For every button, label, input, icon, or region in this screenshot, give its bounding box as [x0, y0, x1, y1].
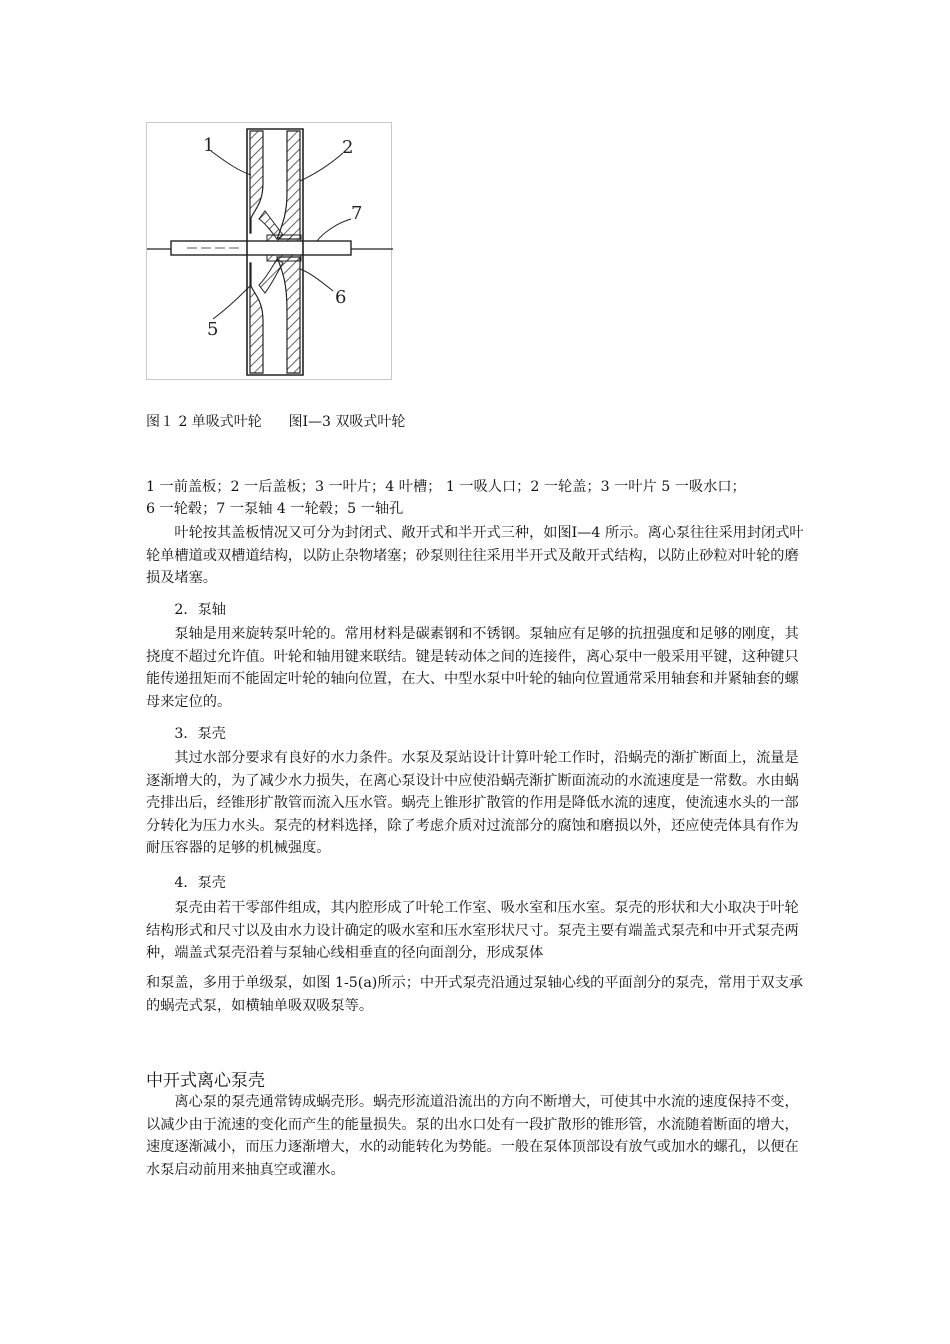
shaft-rod: [171, 241, 351, 255]
label-5: 5: [207, 319, 219, 340]
hub-lower: [267, 255, 301, 261]
label-2: 2: [342, 137, 354, 158]
paragraph-casing-structure-cont: 和泵盖，多用于单级泵，如图 1-5(a)所示；中开式泵壳沿通过泵轴心线的平面剖分的泵壳，常用于双支承的蜗壳式泵，如横轴单吸双吸泵等。: [146, 975, 803, 1014]
legend-line-1: 1 一前盖板；2 一后盖板；3 一叶片；4 叶槽； 1 一吸人口；2 一轮盖；3 一叶片 5 一吸水口；: [146, 479, 746, 495]
hub-upper: [267, 235, 301, 241]
section-heading-shaft: 2．泵轴: [174, 602, 226, 618]
back-shroud-lower: [277, 257, 300, 373]
impeller-cross-section-drawing: [147, 123, 393, 381]
paragraph-casing-structure: 泵壳由若干零部件组成，其内腔形成了叶轮工作室、吸水室和压水室。泵壳的形状和大小取决于叶轮结构形式和尺寸以及由水力设计确定的吸水室和压水室形状尺寸。泵壳主要有端盖式泵壳和中开式泵壳两种，端盖式泵壳沿着与泵轴心线相垂直的径向面剖分，形成泵体: [146, 900, 799, 962]
paragraph-volute: 离心泵的泵壳通常铸成蜗壳形。蜗壳形流道沿流出的方向不断增大，可使其中水流的速度保持不变，以减少由于流速的变化而产生的能量损失。泵的出水口处有一段扩散形的锥形管，水流随着断面的增大，速度逐渐减小，而压力逐渐增大，水的动能转化为势能。一般在泵体顶部设有放气或加水的螺孔，以便在水泵启动前用来抽真空或灌水。: [146, 1094, 799, 1178]
paragraph-casing: 其过水部分要求有良好的水力条件。水泵及泵站设计计算叶轮工作时，沿蜗壳的渐扩断面上，流量是逐渐增大的，为了减少水力损失，在离心泵设计中应使沿蜗壳渐扩断面流动的水流速度是一常数。水由蜗壳排出后，经锥形扩散管而流入压水管。蜗壳上锥形扩散管的作用是降低水流的速度，使流速水头的一部分转化为压力水头。泵壳的材料选择，除了考虑介质对过流部分的腐蚀和磨损以外，还应使壳体具有作为耐压容器的足够的机械强度。: [146, 750, 799, 857]
label-7: 7: [351, 203, 363, 224]
label-6: 6: [335, 287, 347, 308]
paragraph-impeller-types: 叶轮按其盖板情况又可分为封闭式、敞开式和半开式三种，如图Ⅰ—4 所示。离心泵往往采用封闭式叶轮单槽道或双槽道结构，以防止杂物堵塞；砂泵则往往采用半开式及敞开式结构，以防止砂粒对叶轮的磨损及堵塞。: [146, 525, 804, 587]
section-heading-casing-2: 4．泵壳: [174, 875, 226, 891]
paragraph-shaft: 泵轴是用来旋转泵叶轮的。常用材料是碳素钢和不锈钢。泵轴应有足够的抗扭强度和足够的刚度，其挠度不超过允许值。叶轮和轴用键来联结。键是转动体之间的连接件，离心泵中一般采用平键，这种键只能传递扭矩而不能固定叶轮的轴向位置，在大、中型水泵中叶轮的轴向位置通常采用轴套和并紧轴套的螺母来定位的。: [146, 626, 799, 710]
figure-caption: 图１ 2 单吸式叶轮 图Ⅰ—3 双吸式叶轮: [146, 414, 406, 430]
section-heading-casing: 3．泵壳: [174, 726, 226, 742]
legend-line-2: 6 一轮毂；7 一泵轴 4 一轮毂；5 一轴孔: [146, 501, 404, 517]
label-1: 1: [203, 135, 215, 156]
impeller-figure: [146, 122, 392, 380]
back-shroud-upper: [277, 131, 300, 239]
section-title-split-casing: 中开式离心泵壳: [146, 1071, 265, 1091]
front-shroud-lower: [250, 263, 263, 373]
